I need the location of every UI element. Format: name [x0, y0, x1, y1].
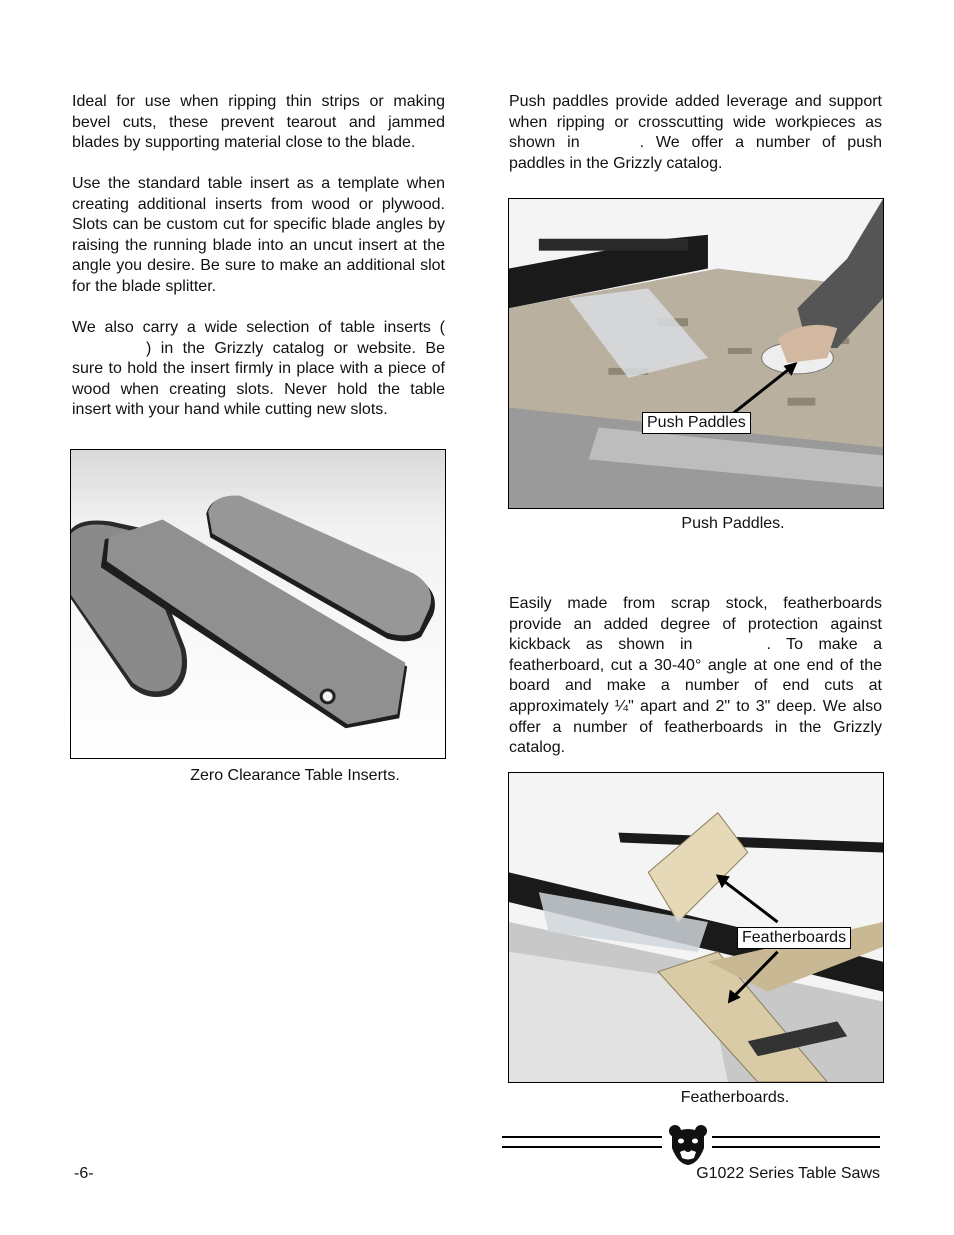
intro-paragraph: Ideal for use when ripping thin strips or making bevel cuts, these prevent tearout and jammed blades by supporting material close to the blade.	[72, 93, 445, 152]
footer-rule-left-bottom	[502, 1146, 662, 1148]
footer-rule-left-top	[502, 1136, 662, 1138]
table-inserts-photo	[70, 449, 446, 759]
grizzly-bear-logo-icon	[668, 1124, 708, 1166]
footer-rule-right-top	[712, 1136, 880, 1138]
page-number: -6-	[74, 1165, 94, 1182]
push-paddles-photo	[508, 198, 884, 509]
featherboards-paragraph: Easily made from scrap stock, featherboards provide an added degree of protection against kickback as shown in . To make a featherboard, cut a 30-40° angle at one end of the board and make a number of end cuts at approximately ¼" apart and 2" to 3" deep. We also offer a number of featherboards in the Grizzly catalog.	[509, 595, 882, 757]
push-paddles-caption: Push Paddles.	[681, 515, 785, 532]
table-inserts-image	[71, 450, 445, 758]
footer-rule-right-bottom	[712, 1146, 880, 1148]
featherboards-callout: Featherboards	[737, 927, 851, 949]
push-paddles-callout: Push Paddles	[642, 412, 751, 434]
push-paddles-paragraph: Push paddles provide added leverage and support when ripping or crosscutting wide workpieces as shown in . We offer a number of push paddles in the Grizzly catalog.	[509, 93, 882, 172]
push-paddles-image	[509, 199, 883, 508]
featherboards-caption: Featherboards.	[680, 1089, 790, 1106]
table-inserts-caption: Zero Clearance Table Inserts.	[190, 767, 400, 784]
inserts-paragraph: We also carry a wide selection of table inserts () in the Grizzly catalog or website. Be sure to hold the insert firmly in place with a piece of wood when creating slots. Never hold the table insert with your hand while cutting new slots.	[72, 319, 445, 419]
manual-title: G1022 Series Table Saws	[696, 1165, 880, 1182]
template-paragraph: Use the standard table insert as a template when creating additional inserts from wood or plywood. Slots can be custom cut for specific blade angles by raising the running blade into an uncut insert at the angle you desire. Be sure to make an additional slot for the blade splitter.	[72, 175, 445, 295]
